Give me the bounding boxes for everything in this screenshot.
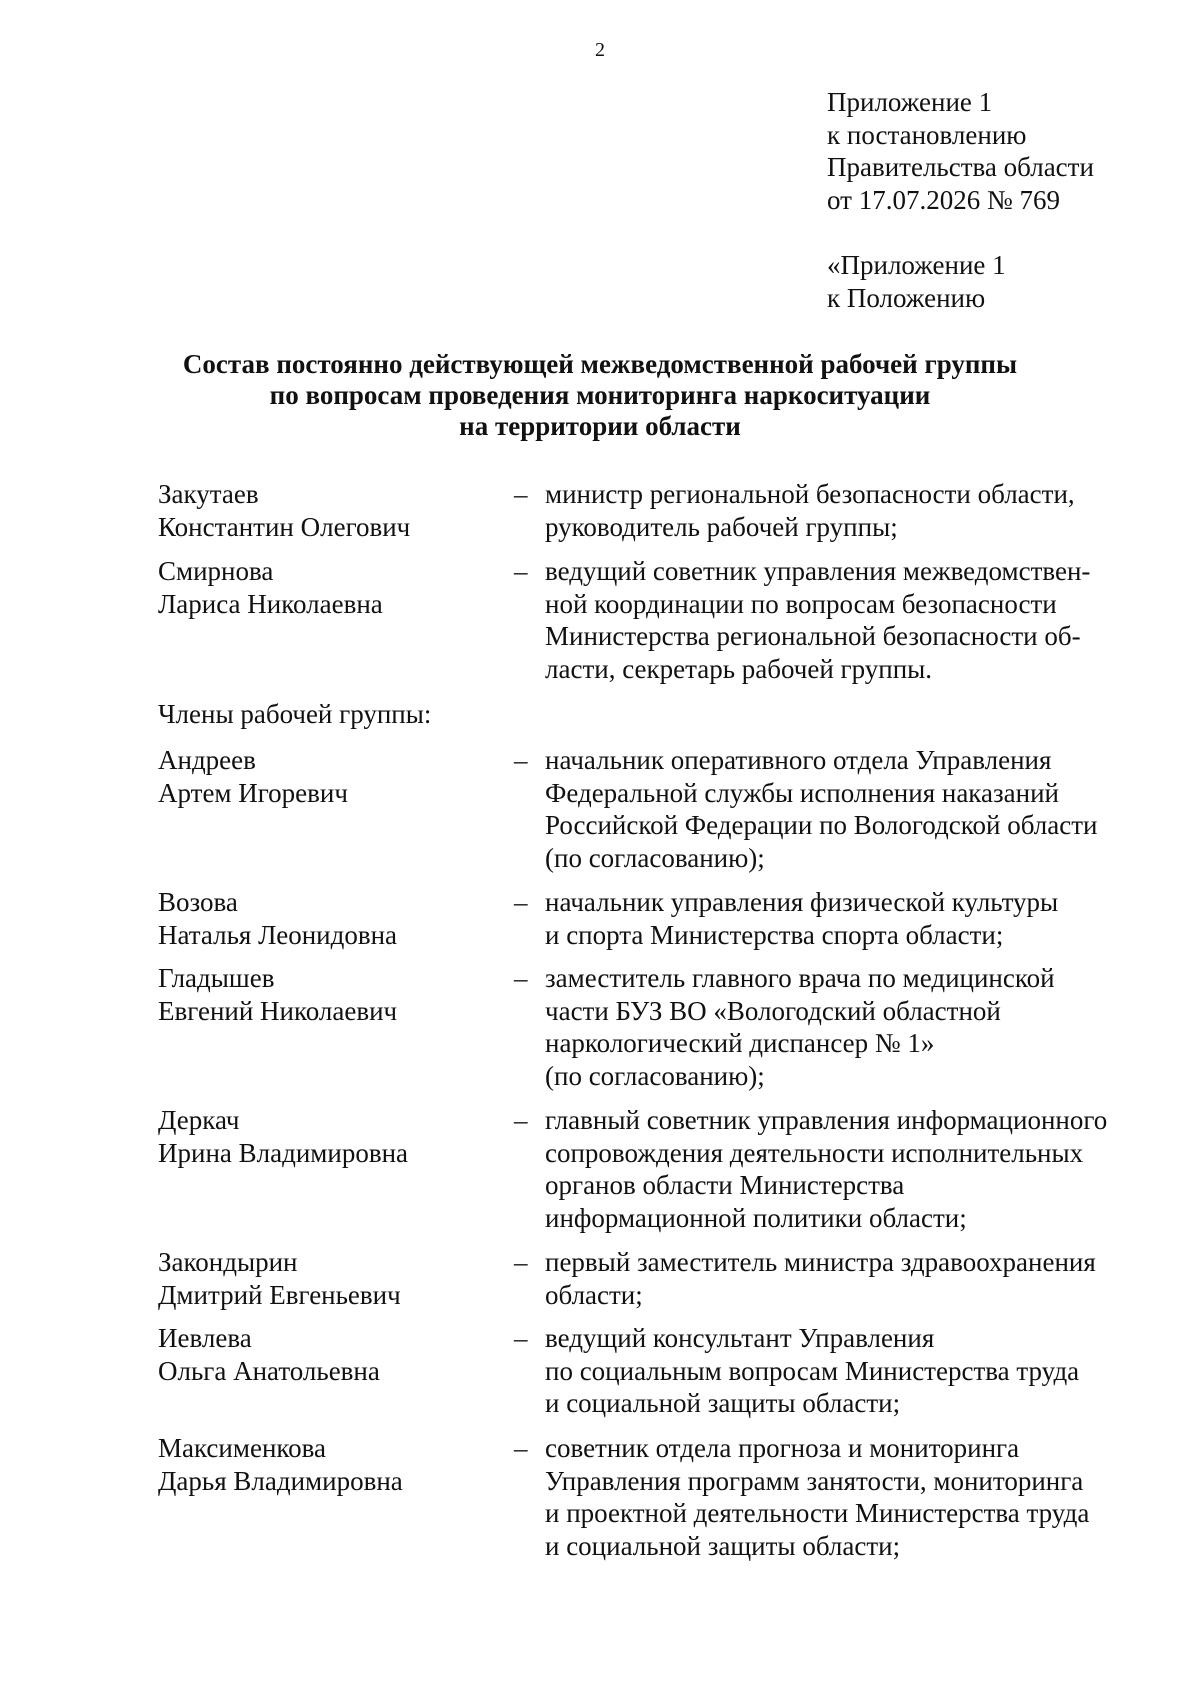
member-position: [545, 886, 1185, 951]
member-given-names: Константин Олегович: [158, 511, 411, 542]
appendix-to-regulation-line: «Приложение 1: [827, 250, 1006, 280]
document-title: [0, 349, 1200, 442]
member-position: [545, 478, 1185, 543]
position-line: руководитель рабочей группы;: [545, 511, 898, 542]
dash-separator: –: [514, 1247, 528, 1277]
position-line: наркологический диспансер № 1»: [545, 1028, 935, 1058]
title-line: Состав постоянно действующей межведомственной рабочей группы: [182, 349, 1018, 379]
position-line: заместитель главного врача по медицинской: [545, 963, 1055, 993]
dash-separator: –: [514, 556, 528, 586]
appendix-line: Правительства области: [827, 152, 1094, 182]
position-line: главный советник управления информационного: [545, 1105, 1108, 1135]
dash-separator: –: [514, 887, 528, 917]
member-surname: Максименкова: [158, 1433, 327, 1463]
position-line: и социальной защиты области;: [545, 1388, 901, 1418]
appendix-to-regulation-line: к Положению: [827, 282, 986, 313]
position-line: Министерства региональной безопасности об-: [545, 621, 1081, 651]
position-line: (по согласованию);: [545, 1060, 765, 1091]
position-line: по социальным вопросам Министерства труда: [545, 1355, 1080, 1386]
member-position: [545, 744, 1185, 874]
position-line: ведущий советник управления межведомствен-: [545, 556, 1091, 586]
member-given-names: Дарья Владимировна: [158, 1465, 403, 1496]
position-line: Федеральной службы исполнения наказаний: [545, 777, 1059, 808]
position-line: области;: [545, 1279, 643, 1310]
position-line: части БУЗ ВО «Вологодский областной: [545, 995, 1001, 1026]
member-given-names: Артем Игоревич: [158, 777, 348, 808]
dash-separator: –: [514, 963, 528, 993]
member-name: [158, 555, 498, 620]
title-line: на территории области: [459, 411, 741, 441]
member-name: [158, 886, 498, 951]
appendix-line: Приложение 1: [827, 87, 993, 117]
member-given-names: Лариса Николаевна: [158, 588, 383, 619]
position-line: ведущий консультант Управления: [545, 1323, 935, 1353]
position-line: и проектной деятельности Министерства труда: [545, 1498, 1090, 1528]
position-line: органов области Министерства: [545, 1170, 905, 1200]
member-given-names: Ольга Анатольевна: [158, 1355, 380, 1386]
position-line: начальник оперативного отдела Управления: [545, 745, 1052, 775]
member-surname: Андреев: [158, 745, 256, 775]
dash-separator: –: [514, 1105, 528, 1135]
position-line: и социальной защиты области;: [545, 1530, 901, 1561]
position-line: сопровождения деятельности исполнительных: [545, 1137, 1084, 1168]
member-surname: Смирнова: [158, 556, 274, 586]
member-given-names: Дмитрий Евгеньевич: [158, 1279, 401, 1310]
member-position: [545, 1432, 1185, 1562]
title-line: по вопросам проведения мониторинга наркоситуации: [269, 380, 931, 410]
appendix-reference: [827, 86, 1187, 216]
member-position: [545, 1246, 1185, 1311]
member-given-names: Ирина Владимировна: [158, 1137, 409, 1168]
member-surname: Закондырин: [158, 1247, 298, 1277]
member-surname: Закутаев: [158, 479, 259, 509]
member-position: [545, 1104, 1185, 1234]
member-name: [158, 744, 498, 809]
member-name: [158, 1322, 498, 1387]
member-position: [545, 962, 1185, 1092]
member-name: [158, 478, 498, 543]
member-name: [158, 1104, 498, 1169]
member-name: [158, 1246, 498, 1311]
member-surname: Гладышев: [158, 963, 275, 993]
member-position: [545, 555, 1185, 685]
appendix-to-regulation: [827, 249, 1187, 314]
position-line: информационной политики области;: [545, 1202, 967, 1233]
member-name: [158, 1432, 498, 1497]
position-line: и спорта Министерства спорта области;: [545, 919, 1004, 950]
member-position: [545, 1322, 1185, 1420]
member-given-names: Евгений Николаевич: [158, 995, 398, 1026]
position-line: начальник управления физической культуры: [545, 887, 1059, 917]
dash-separator: –: [514, 1323, 528, 1353]
member-given-names: Наталья Леонидовна: [158, 919, 398, 950]
member-surname: Иевлева: [158, 1323, 252, 1353]
position-line: Управления программ занятости, мониторинга: [545, 1465, 1084, 1496]
page-number: 2: [595, 39, 605, 61]
position-line: (по согласованию);: [545, 842, 765, 873]
dash-separator: –: [514, 745, 528, 775]
member-surname: Деркач: [158, 1105, 240, 1135]
dash-separator: –: [514, 479, 528, 509]
position-line: первый заместитель министра здравоохранения: [545, 1247, 1096, 1277]
dash-separator: –: [514, 1433, 528, 1463]
position-line: Российской Федерации по Вологодской области: [545, 810, 1098, 840]
position-line: министр региональной безопасности области,: [545, 479, 1075, 509]
appendix-line: от 17.07.2026 № 769: [827, 184, 1060, 215]
position-line: ласти, секретарь рабочей группы.: [545, 653, 933, 684]
appendix-line: к постановлению: [827, 119, 1027, 150]
member-surname: Возова: [158, 887, 238, 917]
member-name: [158, 962, 498, 1027]
position-line: советник отдела прогноза и мониторинга: [545, 1433, 1020, 1463]
members-heading: Члены рабочей группы:: [158, 699, 432, 729]
position-line: ной координации по вопросам безопасности: [545, 588, 1057, 619]
